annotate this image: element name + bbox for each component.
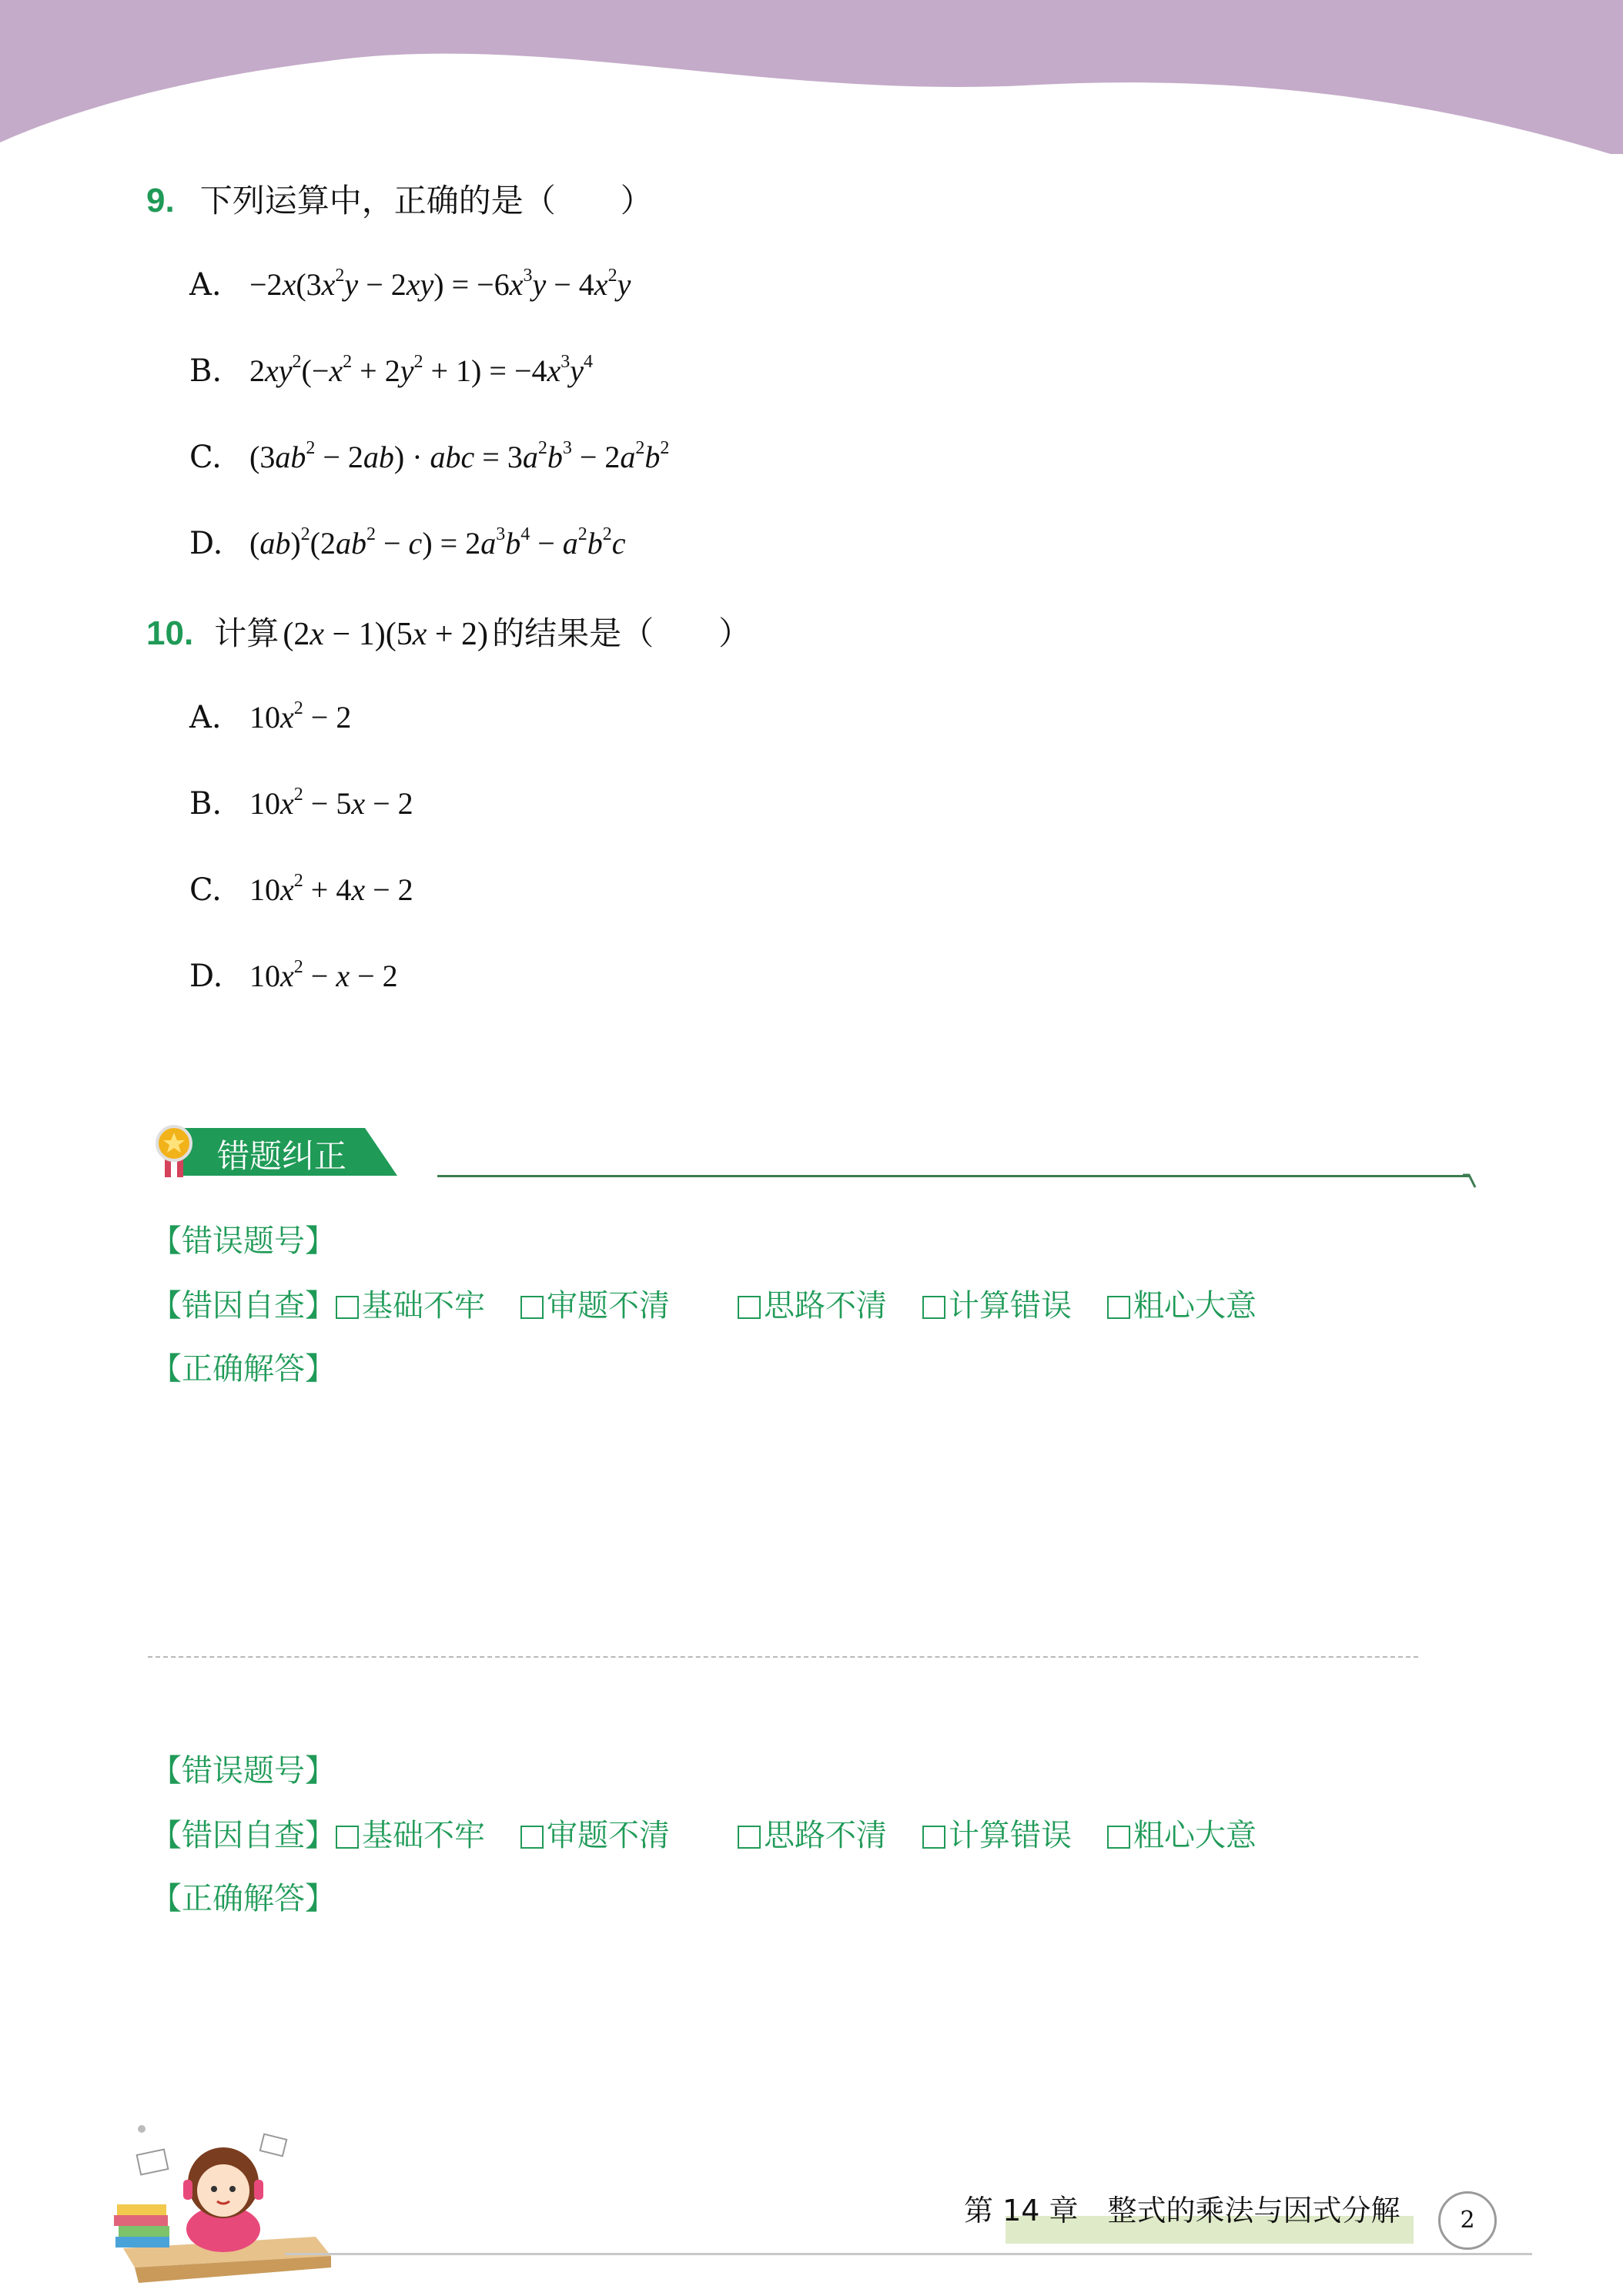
checkbox-label: 基础不牢 [362, 1818, 485, 1853]
header-wave [0, 0, 1623, 154]
option-label: A. [189, 700, 222, 735]
question-number: 9. [146, 182, 175, 219]
chapter-title: 第 14 章 整式的乘法与因式分解 [964, 2194, 1400, 2227]
section-divider [148, 1656, 1418, 1658]
option-formula: $10x^2 - 5x - 2$ [249, 785, 413, 821]
checkbox-calculation[interactable] [922, 1811, 1072, 1855]
checkbox-label: 计算错误 [949, 1288, 1072, 1324]
option-label: C. [189, 440, 222, 475]
question-stem-formula: (2x − 1)(5x + 2) [283, 617, 489, 652]
question-9 [146, 176, 653, 222]
error-number-label: 【错误题号】 [151, 1753, 336, 1789]
option-c [189, 872, 413, 908]
option-formula: $(ab)^2(2ab^2 - c) = 2a^3b^4 - a^2b^2c$ [249, 524, 626, 561]
option-formula: $10x^2 + 4x - 2$ [249, 871, 413, 907]
checkbox-icon[interactable] [922, 1296, 945, 1319]
correct-answer-label: 【正确解答】 [151, 1881, 336, 1916]
option-d [189, 525, 626, 561]
question-stem-prefix: 计算 [214, 614, 279, 652]
checkbox-icon[interactable] [520, 1296, 544, 1319]
checkbox-label: 粗心大意 [1133, 1288, 1257, 1324]
checkbox-label: 粗心大意 [1133, 1818, 1257, 1853]
option-formula: $10x^2 - 2$ [249, 698, 352, 735]
checkbox-icon[interactable] [1107, 1826, 1130, 1849]
question-number: 10. [146, 614, 194, 652]
correction-banner [157, 1128, 397, 1176]
option-label: B. [189, 786, 223, 822]
student-illustration [108, 2121, 339, 2291]
checkbox-careless[interactable] [1107, 1811, 1257, 1855]
question-stem: 下列运算中，正确的是（ ） [199, 182, 653, 219]
footer-rule [285, 2253, 1532, 2255]
option-d [189, 958, 398, 994]
checkbox-label: 思路不清 [764, 1818, 887, 1853]
error-number-label: 【错误题号】 [151, 1223, 336, 1259]
banner-title: 错题纠正 [217, 1137, 347, 1175]
option-b [189, 785, 413, 822]
error-cause-row [151, 1281, 1257, 1325]
option-label: D. [189, 526, 223, 561]
checkbox-basics[interactable] [336, 1281, 485, 1325]
checkbox-icon[interactable] [336, 1296, 359, 1319]
error-cause-label: 【错因自查】 [151, 1288, 336, 1324]
banner-underline [437, 1175, 1469, 1177]
option-a [189, 699, 351, 735]
checkbox-icon[interactable] [1107, 1296, 1130, 1319]
checkbox-label: 思路不清 [764, 1288, 887, 1324]
checkbox-thinking[interactable] [738, 1281, 887, 1325]
checkbox-icon[interactable] [520, 1826, 544, 1849]
error-cause-label: 【错因自查】 [151, 1818, 336, 1853]
option-label: B. [189, 353, 223, 389]
page-number: 2 [1438, 2191, 1497, 2250]
checkbox-label: 基础不牢 [362, 1288, 485, 1324]
medal-icon [154, 1123, 194, 1179]
correct-answer-label: 【正确解答】 [151, 1351, 336, 1387]
checkbox-icon[interactable] [738, 1296, 761, 1319]
option-a [189, 266, 631, 303]
option-formula: $10x^2 - x - 2$ [249, 957, 398, 993]
option-label: A. [189, 267, 222, 303]
option-formula: $2xy^2(-x^2 + 2y^2 + 1) = -4x^3y^4$ [249, 352, 594, 388]
option-label: D. [189, 959, 223, 994]
option-b [189, 353, 593, 389]
option-label: C. [189, 872, 222, 908]
checkbox-calculation[interactable] [922, 1281, 1072, 1325]
question-10 [146, 608, 751, 654]
checkbox-careless[interactable] [1107, 1281, 1257, 1325]
checkbox-reading[interactable] [520, 1281, 670, 1325]
checkbox-icon[interactable] [336, 1826, 359, 1849]
question-stem-suffix: 的结果是（ ） [492, 614, 751, 652]
option-c [189, 439, 669, 475]
checkbox-label: 审题不清 [547, 1818, 670, 1853]
checkbox-icon[interactable] [738, 1826, 761, 1849]
checkbox-basics[interactable] [336, 1811, 485, 1855]
checkbox-icon[interactable] [922, 1826, 945, 1849]
option-formula: $-2x(3x^2y - 2xy) = -6x^3y - 4x^2y$ [249, 266, 631, 302]
checkbox-thinking[interactable] [738, 1811, 887, 1855]
checkbox-label: 计算错误 [949, 1818, 1072, 1853]
error-cause-row [151, 1811, 1257, 1855]
option-formula: $(3ab^2 - 2ab)$ · abc = $3a^2b^3 - 2a^2b^2$ [249, 438, 670, 474]
checkbox-label: 审题不清 [547, 1288, 670, 1324]
checkbox-reading[interactable] [520, 1811, 670, 1855]
banner-underline-tail [1463, 1170, 1477, 1193]
